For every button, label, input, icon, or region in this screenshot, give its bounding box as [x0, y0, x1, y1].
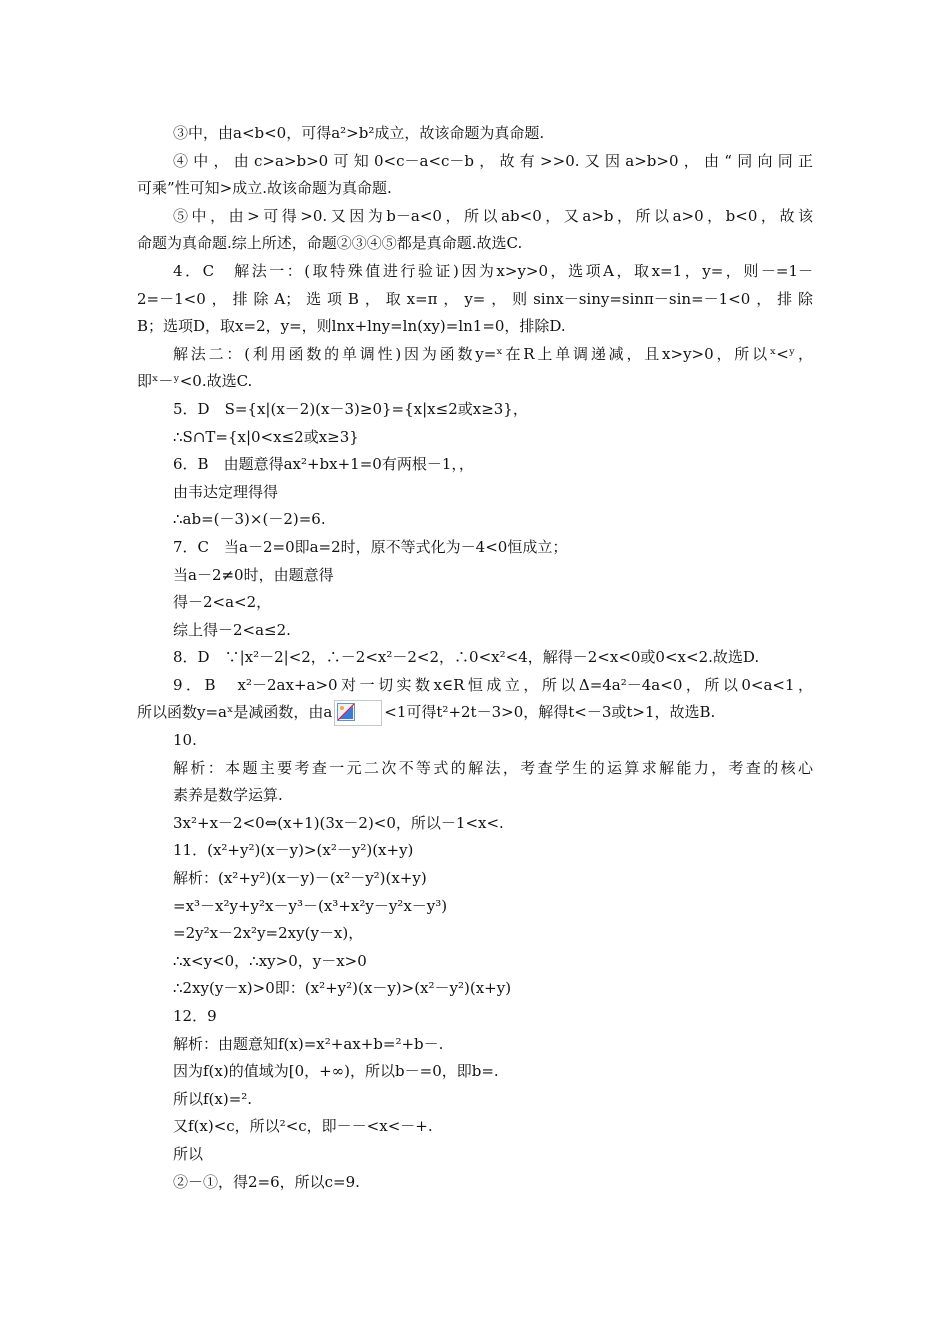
text-line: 又f(x)<c，所以²<c，即－－<x<－+.: [173, 1117, 433, 1136]
text-line: =x³－x²y+y²x－y³－(x³+x²y－y²x－y³): [173, 896, 448, 915]
text-line: 因为f(x)的值域为[0，+∞)，所以b－=0，即b=.: [173, 1062, 499, 1081]
text-line: 4．C 解法一：(取特殊值进行验证)因为x>y>0，选项A，取x=1，y=，则－=1－: [173, 261, 813, 280]
text-line: 3x²+x－2<0⇔(x+1)(3x－2)<0，所以－1<x<.: [173, 813, 504, 832]
text-line: B；选项D，取x=2，y=，则lnx+lny=ln(xy)=ln1=0，排除D.: [137, 317, 566, 336]
text-line: =2y²x－2x²y=2xy(y－x)，: [173, 924, 364, 943]
text-line: 11．(x²+y²)(x－y)>(x²－y²)(x+y): [173, 841, 414, 860]
text-line: 2=－1<0，排除A；选项B，取x=π，y=，则sinx－siny=sinπ－sin=－1<0，排除: [137, 289, 813, 308]
text-line: ②－①，得2=6，所以c=9.: [173, 1172, 360, 1191]
text-line: ∴2xy(y－x)>0即：(x²+y²)(x－y)>(x²－y²)(x+y): [173, 979, 512, 998]
text-line: 当a－2≠0时，由题意得: [173, 565, 334, 584]
text-line: 9．B x²－2ax+a>0对一切实数x∈R恒成立，所以Δ=4a²－4a<0，所以0<a<1，: [173, 675, 813, 694]
text-segment: <1可得t²+2t－3>0，解得t<－3或t>1，故选B.: [384, 703, 716, 722]
text-line: 解析：(x²+y²)(x－y)－(x²－y²)(x+y): [173, 869, 427, 888]
text-line: 8．D ∵|x²－2|<2，∴－2<x²－2<2，∴0<x²<4，解得－2<x<0或0<x<2.故选D.: [173, 648, 760, 667]
text-line: ③中，由a<b<0，可得a²>b²成立，故该命题为真命题.: [173, 124, 545, 142]
text-line: ∴S∩T={x|0<x≤2或x≥3}: [173, 427, 359, 446]
text-segment: 所以函数y=aˣ是减函数，由a: [137, 703, 333, 722]
text-line: 综上得－2<a≤2.: [173, 620, 291, 639]
text-line: 得－2<a<2，: [173, 593, 272, 612]
text-line: 可乘”性可知>成立.故该命题为真命题.: [137, 179, 392, 198]
text-line: 6．B 由题意得ax²+bx+1=0有两根－1，，: [173, 455, 474, 474]
text-line: 所以f(x)=².: [173, 1089, 253, 1108]
text-line: [137, 699, 813, 727]
text-line: ∴ab=(－3)×(－2)=6.: [173, 510, 326, 529]
text-line: 解法二：(利用函数的单调性)因为函数y=ˣ在R上单调递减，且x>y>0，所以ˣ<ʸ，: [173, 344, 813, 363]
solution-text: [137, 120, 813, 1196]
text-line: 解析：本题主要考查一元二次不等式的解法，考查学生的运算求解能力，考查的核心: [173, 758, 813, 777]
text-line: ④中，由c>a>b>0可知0<c－a<c－b，故有>>0.又因a>b>0，由“同向同正: [173, 151, 813, 170]
text-line: 命题为真命题.综上所述，命题②③④⑤都是真命题.故选C.: [137, 234, 523, 253]
text-line: 所以: [173, 1144, 204, 1163]
text-line: 素养是数学运算.: [173, 786, 283, 805]
text-line: 7．C 当a－2=0即a=2时，原不等式化为－4<0恒成立；: [173, 537, 568, 556]
text-line: 由韦达定理得得: [173, 482, 279, 501]
text-line: 10.: [173, 731, 197, 750]
broken-image-icon: [334, 700, 382, 726]
text-line: 5．D S={x|(x－2)(x－3)≥0}={x|x≤2或x≥3}，: [173, 399, 528, 418]
text-line: 解析：由题意知f(x)=x²+ax+b=²+b－.: [173, 1034, 444, 1053]
text-line: ∴x<y<0，∴xy>0，y－x>0: [173, 951, 367, 970]
text-line: ⑤中，由>可得>0.又因为b－a<0，所以ab<0，又a>b，所以a>0，b<0，故该: [173, 206, 813, 225]
text-line: 即ˣ－ʸ<0.故选C.: [137, 372, 253, 391]
text-line: 12．9: [173, 1007, 217, 1025]
